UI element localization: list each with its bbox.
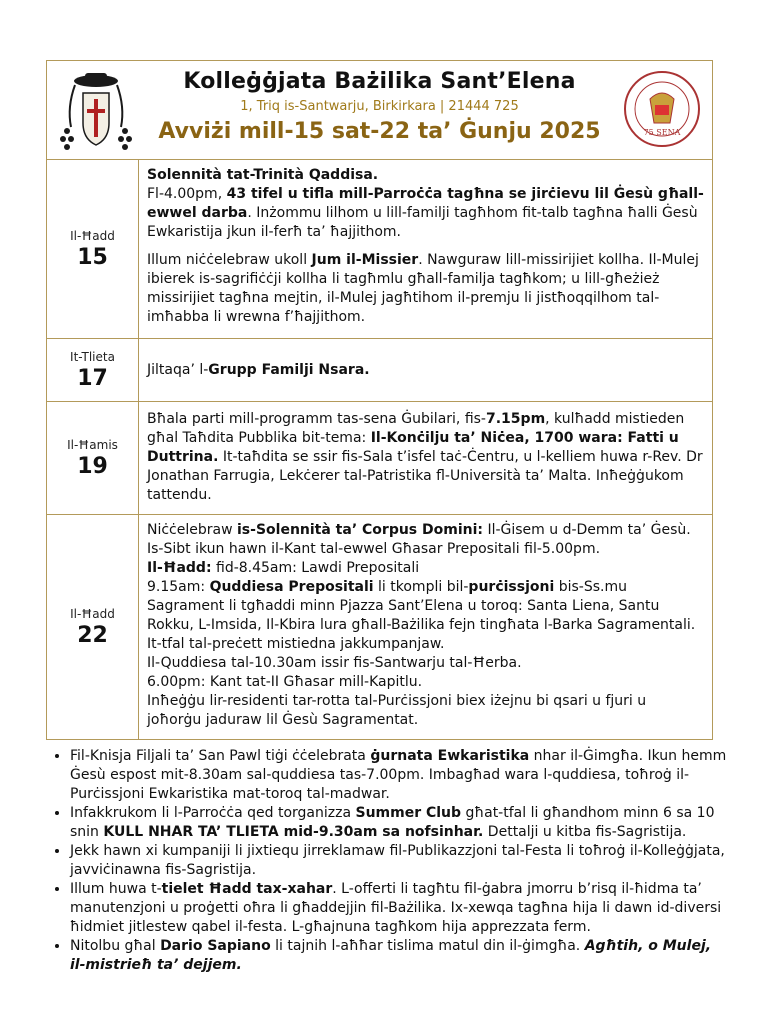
day-number: 17: [77, 365, 108, 391]
text-run-bold: 43 tifel u tifla mill-Parroċċa tagħna se jirċievu lil Ġesù għall-ewwel darba: [147, 186, 704, 221]
text-run: Bħala parti mill-programm tas-sena Ġubilari, fis-: [147, 411, 486, 427]
day-cell: [47, 515, 139, 739]
text-run: għat-tfal li għandhom minn 6 sa 10 snin: [70, 805, 715, 840]
text-run-bold: Dario Sapiano: [160, 938, 271, 954]
text-run: Nitolbu għal: [70, 938, 161, 954]
row-content: [139, 402, 712, 514]
basilica-seal-icon: [622, 69, 702, 149]
text-run: Illum niċċelebraw ukoll: [147, 252, 312, 268]
text-run: 6.00pm: Kant tat-II Għasar mill-Kapitlu.: [147, 674, 423, 690]
text-run: li tkompli bil-: [373, 579, 469, 595]
text-run-bold: is-Solennità ta’ Corpus Domini:: [237, 522, 483, 538]
list-item: [70, 937, 728, 975]
text-run: nhar il-Ġimgħa. Ikun hemm Ġesù espost mit-8.30am sal-quddiesa tas-7.00pm. Imbagħad wara l-quddiesa, toħroġ il-Purċissjoni Ewkaristika mat-toroq tal-madwar.: [70, 748, 727, 802]
day-cell: [47, 402, 139, 514]
text-run-bold: purċissjoni: [468, 579, 555, 595]
text-run: Fil-Knisja Filjali ta’ San Pawl tiġi ċċelebrata: [70, 748, 371, 764]
list-item: [70, 880, 728, 937]
text-run: Infakkrukom li l-Parroċċa qed torganizza: [70, 805, 356, 821]
schedule-row: [47, 515, 712, 739]
text-run-bold: Quddiesa Prepositali: [209, 579, 374, 595]
text-run-bold: 7.15pm: [486, 411, 546, 427]
text-run: Illum huwa t-: [70, 881, 162, 897]
text-run: Niċċelebraw: [147, 522, 237, 538]
day-name: Il-Ħadd: [70, 228, 115, 243]
schedule-row: [47, 339, 712, 402]
day-name: Il-Ħadd: [70, 606, 115, 621]
notice-frame: [46, 60, 713, 740]
page-title: Kolleġġjata Bażilika Sant’Elena: [183, 69, 576, 94]
day-number: 15: [77, 244, 108, 270]
svg-text:75 SENA: 75 SENA: [643, 128, 681, 137]
text-run: Is-Sibt ikun hawn il-Kant tal-ewwel Għasar Prepositali fil-5.00pm.: [147, 541, 601, 557]
address-line: 1, Triq is-Santwarju, Birkirkara | 21444 725: [240, 99, 519, 114]
schedule-row: [47, 160, 712, 339]
list-item: [70, 842, 728, 880]
notices-subtitle: Avviżi mill-15 sat-22 ta’ Ġunju 2025: [158, 119, 601, 144]
text-run-bold: Grupp Familji Nsara.: [208, 361, 370, 378]
text-run: . L-offerti li tagħtu fil-ġabra jmorru b’risq il-ħidma ta’ manutenzjoni u proġetti oħra li għaddejjin fil-Bażilika. Ix-xewqa tagħna hija li dawn id-diversi ħidmiet jitlestew qabel il-festa. L-għajnuna tagħkom hija apprezzata ferm.: [70, 881, 722, 935]
solemnity-heading: Solennità tat-Trinità Qaddisa.: [147, 167, 379, 183]
text-run: , kulħadd mistieden għal Taħdita Pubblika bit-tema:: [147, 411, 685, 446]
text-run: Inħeġġu lir-residenti tar-rotta tal-Purċissjoni biex iżejnu bi qsari u fjuri u joħorġu jaduraw lil Ġesù Sagramentat.: [147, 693, 647, 728]
day-number: 19: [77, 453, 108, 479]
text-run: Jiltaqa’ l-: [147, 361, 209, 378]
text-run: Jekk hawn xi kumpaniji li jixtiequ jirreklamaw fil-Publikazzjoni tal-Festa li toħroġ il-Kolleġġjata, javviċinawna fis-Sagristija.: [70, 843, 725, 878]
day-name: Il-Ħamis: [67, 437, 118, 452]
text-run: Il-Quddiesa tal-10.30am issir fis-Santwarju tal-Ħerba.: [147, 655, 522, 671]
text-run-bold: Summer Club: [355, 805, 462, 821]
notices-list: [48, 747, 728, 975]
text-run: . Nawguraw lill-missirijiet kollha. Il-Mulej ibierek is-sagrifiċċji kollha li tagħmlu għall-familja tagħkom; u lill-għeżież missirijiet tagħna mejtin, il-Mulej jagħtihom il-premju li jistħoqqilhom tal-imħabba li wrewna f’ħajjithom.: [147, 252, 699, 325]
text-run: fid-8.45am: Lawdi Prepositali: [211, 560, 420, 576]
text-run-bold: Il-Konċilju ta’ Niċea, 1700 wara: Fatti u Duttrina.: [147, 430, 679, 465]
schedule-row: [47, 402, 712, 515]
text-run: Dettalji u kitba fis-Sagristija.: [483, 824, 687, 840]
text-run-bold: Jum il-Missier: [311, 252, 419, 268]
day-name: It-Tlieta: [70, 349, 115, 364]
text-run-bold: tielet Ħadd tax-xahar: [161, 881, 333, 897]
row-content: [139, 339, 712, 401]
day-number: 22: [77, 622, 108, 648]
row-content: [139, 160, 712, 338]
list-item: [70, 804, 728, 842]
text-run: . Inżommu lilhom u lill-familji tagħhom fit-talb tagħna ħalli Ġesù Ewkaristija jkun il-ferħ ta’ ħajjithom.: [147, 205, 698, 240]
text-run: Fl-4.00pm,: [147, 186, 227, 202]
header: [47, 61, 712, 160]
text-run: bis-Ss.mu Sagrament li tgħaddi minn Pjazza Sant’Elena u toroq: Santa Liena, Santu Rokku, L-Imsida, Il-Kbira lura għall-Bażilika fejn tingħata l-Barka Sagramentali. It-tfal tal-preċett mistiedna jakkumpanjaw.: [147, 579, 696, 652]
day-cell: [47, 160, 139, 338]
coat-of-arms-icon: [57, 67, 135, 153]
list-item: [70, 747, 728, 804]
text-run-bold: Il-Ħadd:: [147, 560, 212, 576]
text-run-bold: KULL NHAR TA’ TLIETA mid-9.30am sa nofsinhar.: [103, 824, 484, 840]
text-run-bold-italic: Agħtih, o Mulej, il-mistrieħ ta’ dejjem.: [70, 938, 712, 973]
text-run: Il-Ġisem u d-Demm ta’ Ġesù.: [483, 522, 691, 538]
row-content: [139, 515, 712, 739]
text-run: li tajnih l-aħħar tislima matul din il-ġimgħa.: [270, 938, 585, 954]
day-cell: [47, 339, 139, 401]
text-run: 9.15am:: [147, 579, 210, 595]
text-run-bold: ġurnata Ewkaristika: [370, 748, 530, 764]
text-run: It-taħdita se ssir fis-Sala t’isfel taċ-Ċentru, u l-kelliem huwa r-Rev. Dr Jonathan Farrugia, Lekċerer tal-Patristika fl-Università ta’ Malta. Inħeġġukom tattendu.: [147, 449, 703, 503]
